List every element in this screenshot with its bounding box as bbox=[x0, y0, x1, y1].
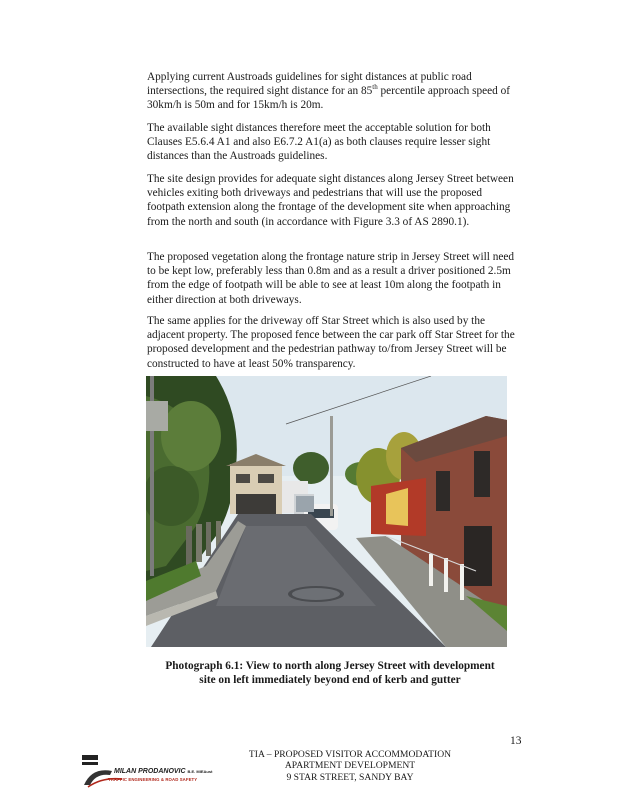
paragraph-sight-distance-guidelines bbox=[147, 70, 517, 113]
paragraph-star-street-driveway: The same applies for the driveway off Star Street which is also used by the adjacent property. The proposed fence between the car park off Star Street for the proposed development and the pedestrian pathway to/from Jersey Street will be constructed to have at least 50% transparency. bbox=[147, 315, 515, 370]
footer-line-1: TIA – PROPOSED VISITOR ACCOMMODATION bbox=[248, 749, 452, 760]
footer-line-2: APARTMENT DEVELOPMENT bbox=[284, 760, 416, 772]
superscript-th: th bbox=[372, 83, 378, 92]
paragraph-text: percentile approach speed of 30km/h is 50m and for 15km/h is 20m. bbox=[147, 85, 511, 112]
logo-suffix: B.E. MIEAust bbox=[187, 769, 213, 774]
paragraph-vegetation: The proposed vegetation along the frontage nature strip in Jersey Street will need to be kept low, preferably less than 0.8m and as a result a driver positioned 2.5m from the edge of footpath will be able to see at least 10m along the footpath in either direction at both driveways. bbox=[147, 251, 515, 306]
logo-name bbox=[114, 768, 212, 775]
logo-tagline: TRAFFIC ENGINEERING & ROAD SAFETY bbox=[108, 777, 198, 782]
document-footer bbox=[230, 749, 470, 783]
caption-line-1: Photograph 6.1: View to north along Jersey Street with development bbox=[165, 660, 495, 672]
footer-line-3: 9 STAR STREET, SANDY BAY bbox=[286, 771, 414, 783]
paragraph-acceptable-solution: The available sight distances therefore meet the acceptable solution for both Clauses E5.6.4 A1 and also E6.7.2 A1(a) as both clauses require lesser sight distances than the Austroads guidelines. bbox=[147, 122, 491, 163]
paragraph-site-design: The site design provides for adequate sight distances along Jersey Street between vehicles exiting both driveways and pedestrians that will use the proposed footpath extension along the frontage of the development site when approaching from the north and south (in accordance with Figure 3.3 of AS 2890.1). bbox=[147, 173, 514, 228]
caption-line-2: site on left immediately beyond end of kerb and gutter bbox=[199, 674, 461, 686]
photo-caption bbox=[140, 659, 520, 687]
page-number: 13 bbox=[510, 735, 522, 747]
paragraph-text: Applying current Austroads guidelines for sight distances at public road intersections, the required sight distance for an 85 bbox=[147, 71, 472, 98]
logo-name-text: MILAN PRODANOVIC bbox=[114, 768, 186, 775]
street-photograph bbox=[146, 376, 507, 647]
company-logo bbox=[82, 755, 213, 791]
